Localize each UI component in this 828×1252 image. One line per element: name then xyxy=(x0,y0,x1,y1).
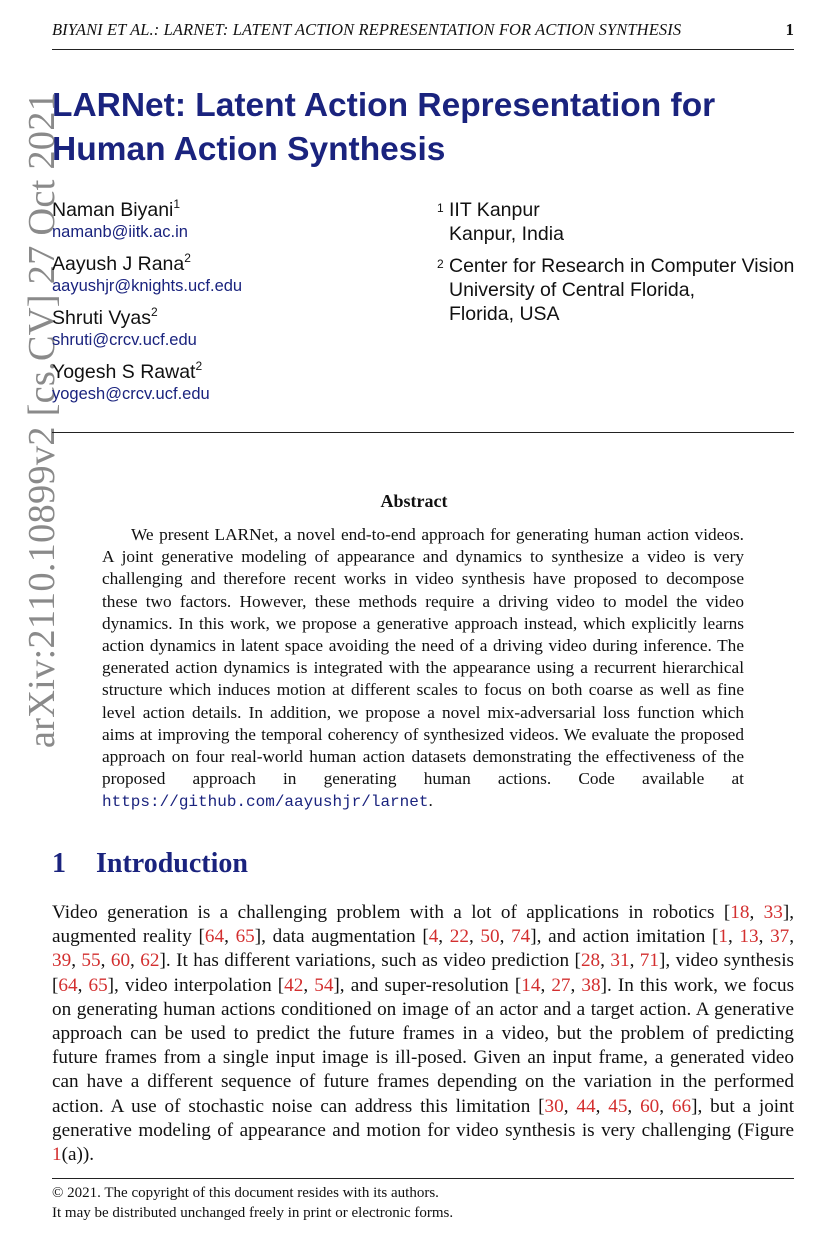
citation-link[interactable]: 71 xyxy=(639,950,659,972)
affiliation-block: 2 Center for Research in Computer Vision University of Central Florida, Florida, USA xyxy=(437,255,795,325)
abstract-body: We present LARNet, a novel end-to-end approach for generating human action videos. A joint generative modeling of appearance and dynamics to synthesize a video is very challenging and therefore recent works in video synthesis have proposed to decompose these two factors. However, these methods require a driving video to model the video dynamics. In this work, we propose a generative approach instead, which explicitly learns action dynamics in latent space avoiding the need of a driving video during inference. The generated action dynamics is integrated with the appearance using a recurrent hierarchical structure which induces motion at different scales to focus on both coarse as well as fine level action details. In addition, we propose a novel mix-adversarial loss function which aims at improving the temporal coherency of synthesized videos. We evaluate the proposed approach on four real-world human action datasets demonstrating the effectiveness of the proposed approach in generating human actions. Code available at https://github.com/aayushjr/larnet. xyxy=(102,525,744,812)
affiliation-line: Center for Research in Computer Vision xyxy=(449,255,795,277)
paper-title-line2: Human Action Synthesis xyxy=(52,131,446,168)
author-block xyxy=(52,360,242,404)
citation-link[interactable]: 31 xyxy=(610,950,630,972)
citation-link[interactable]: 42 xyxy=(284,974,304,996)
footer-rule xyxy=(52,1178,794,1179)
author-affil-sup: 2 xyxy=(184,250,191,265)
author-email[interactable]: yogesh@crcv.ucf.edu xyxy=(52,385,210,403)
footer-line: © 2021. The copyright of this document resides with its authors. xyxy=(52,1185,439,1201)
abstract-heading: Abstract xyxy=(380,491,448,511)
citation-link[interactable]: 28 xyxy=(580,950,601,972)
citation-link[interactable]: 13 xyxy=(739,926,759,948)
citation-link[interactable]: 65 xyxy=(235,926,255,948)
affiliation-line: Florida, USA xyxy=(449,303,560,325)
citation-link[interactable]: 18 xyxy=(730,902,750,923)
running-head xyxy=(52,20,794,40)
affiliation-line: IIT Kanpur xyxy=(449,199,540,221)
author-name: Yogesh S Rawat$^2$ xyxy=(52,358,203,383)
author-affil-sup: 2 xyxy=(195,358,203,373)
author-email[interactable]: namanb@iitk.ac.in xyxy=(52,223,188,241)
citation-link[interactable]: 55 xyxy=(81,950,101,972)
citation-link[interactable]: 64 xyxy=(204,926,225,948)
citation-link[interactable]: 14 xyxy=(521,974,541,996)
citation-link[interactable]: 45 xyxy=(608,1095,628,1117)
citation-link[interactable]: 1 xyxy=(718,926,728,948)
citation-link[interactable]: 54 xyxy=(314,974,334,996)
citation-link[interactable]: 65 xyxy=(88,974,108,996)
running-head-title: BIYANI ET AL.: LARNET: LATENT ACTION REPRESENTATION FOR ACTION SYNTHESIS xyxy=(52,20,682,39)
citation-link[interactable]: 44 xyxy=(576,1095,596,1117)
citation-link[interactable]: 66 xyxy=(671,1095,692,1117)
citation-link[interactable]: 50 xyxy=(480,926,500,948)
citation-link[interactable]: 60 xyxy=(640,1095,660,1117)
citation-link[interactable]: 64 xyxy=(58,974,78,996)
citation-link[interactable]: 30 xyxy=(544,1095,564,1117)
author-list xyxy=(52,198,242,414)
paper-title-line1: LARNet: Latent Action Representation for xyxy=(52,87,716,124)
citation-link[interactable]: 33 xyxy=(763,902,783,923)
intro-paragraph: Video generation is a challenging problem with a lot of applications in robotics [18, 33], augmented reality [64, 65], data augmentation [4, 22, 50, 74], and action imitation [1, 13, 37, 39, 55, 60, 62]. It has different variations, such as video prediction [28, 31, 71], video synthesis [64, 65], video interpolation [42, 54], and super-resolution [14, 27, 38]. In this work, we focus on generating human actions conditioned on image of an actor and a target action. A generative approach can be used to predict the future frames in a video, but the problem of predicting future frames from a single input image is ill-posed. Given an input frame, a generated video can have a different sequence of future frames depending on the variation in the performed action. A use of stochastic noise can address this limitation [30, 44, 45, 60, 66], but a joint generative modeling of appearance and motion for video synthesis is very challenging (Figure 1(a)). xyxy=(52,902,795,1166)
code-link[interactable]: https://github.com/aayushjr/larnet xyxy=(102,793,429,812)
author-block xyxy=(52,252,242,296)
affiliation-block: 1 IIT Kanpur Kanpur, India xyxy=(437,198,794,246)
footer-line: It may be distributed unchanged freely in print or electronic forms. xyxy=(52,1204,454,1221)
section-heading xyxy=(52,848,248,880)
citation-link[interactable]: 39 xyxy=(52,950,72,972)
author-block xyxy=(52,198,242,242)
author-name: Naman Biyani$^1$ xyxy=(52,196,181,221)
citation-link[interactable]: 27 xyxy=(551,974,571,996)
copyright-footer xyxy=(52,1184,453,1223)
section-number: 1 xyxy=(52,848,66,879)
author-affil-sup: 2 xyxy=(151,304,158,319)
arxiv-stamp[interactable]: arXiv:2110.10899v2 [cs.CV] 27 Oct 2021 xyxy=(21,91,63,749)
title-block-rule xyxy=(52,432,794,433)
affiliation-line: University of Central Florida, xyxy=(449,279,695,301)
affiliation-line: Kanpur, India xyxy=(449,223,564,245)
citation-link[interactable]: 74 xyxy=(511,926,531,948)
author-email[interactable]: aayushjr@knights.ucf.edu xyxy=(52,277,243,295)
author-block xyxy=(52,306,242,350)
paper-title xyxy=(52,84,715,172)
citation-link[interactable]: 22 xyxy=(449,926,469,948)
citation-link[interactable]: 37 xyxy=(770,926,790,948)
citation-link[interactable]: 38 xyxy=(581,974,601,996)
citation-link[interactable]: 60 xyxy=(110,950,131,972)
author-email[interactable]: shruti@crcv.ucf.edu xyxy=(52,331,197,349)
author-name: Aayush J Rana$^2$ xyxy=(52,250,191,275)
citation-link[interactable]: 4 xyxy=(428,926,439,948)
citation-link[interactable]: 62 xyxy=(140,950,160,972)
affiliation-list xyxy=(437,198,794,334)
figure-ref-link[interactable]: 1 xyxy=(52,1144,62,1166)
page-number: 1 xyxy=(785,20,794,39)
author-name: Shruti Vyas$^2$ xyxy=(52,304,158,329)
author-affil-sup: 1 xyxy=(173,196,181,211)
header-rule xyxy=(52,49,794,50)
section-title: Introduction xyxy=(96,848,248,879)
